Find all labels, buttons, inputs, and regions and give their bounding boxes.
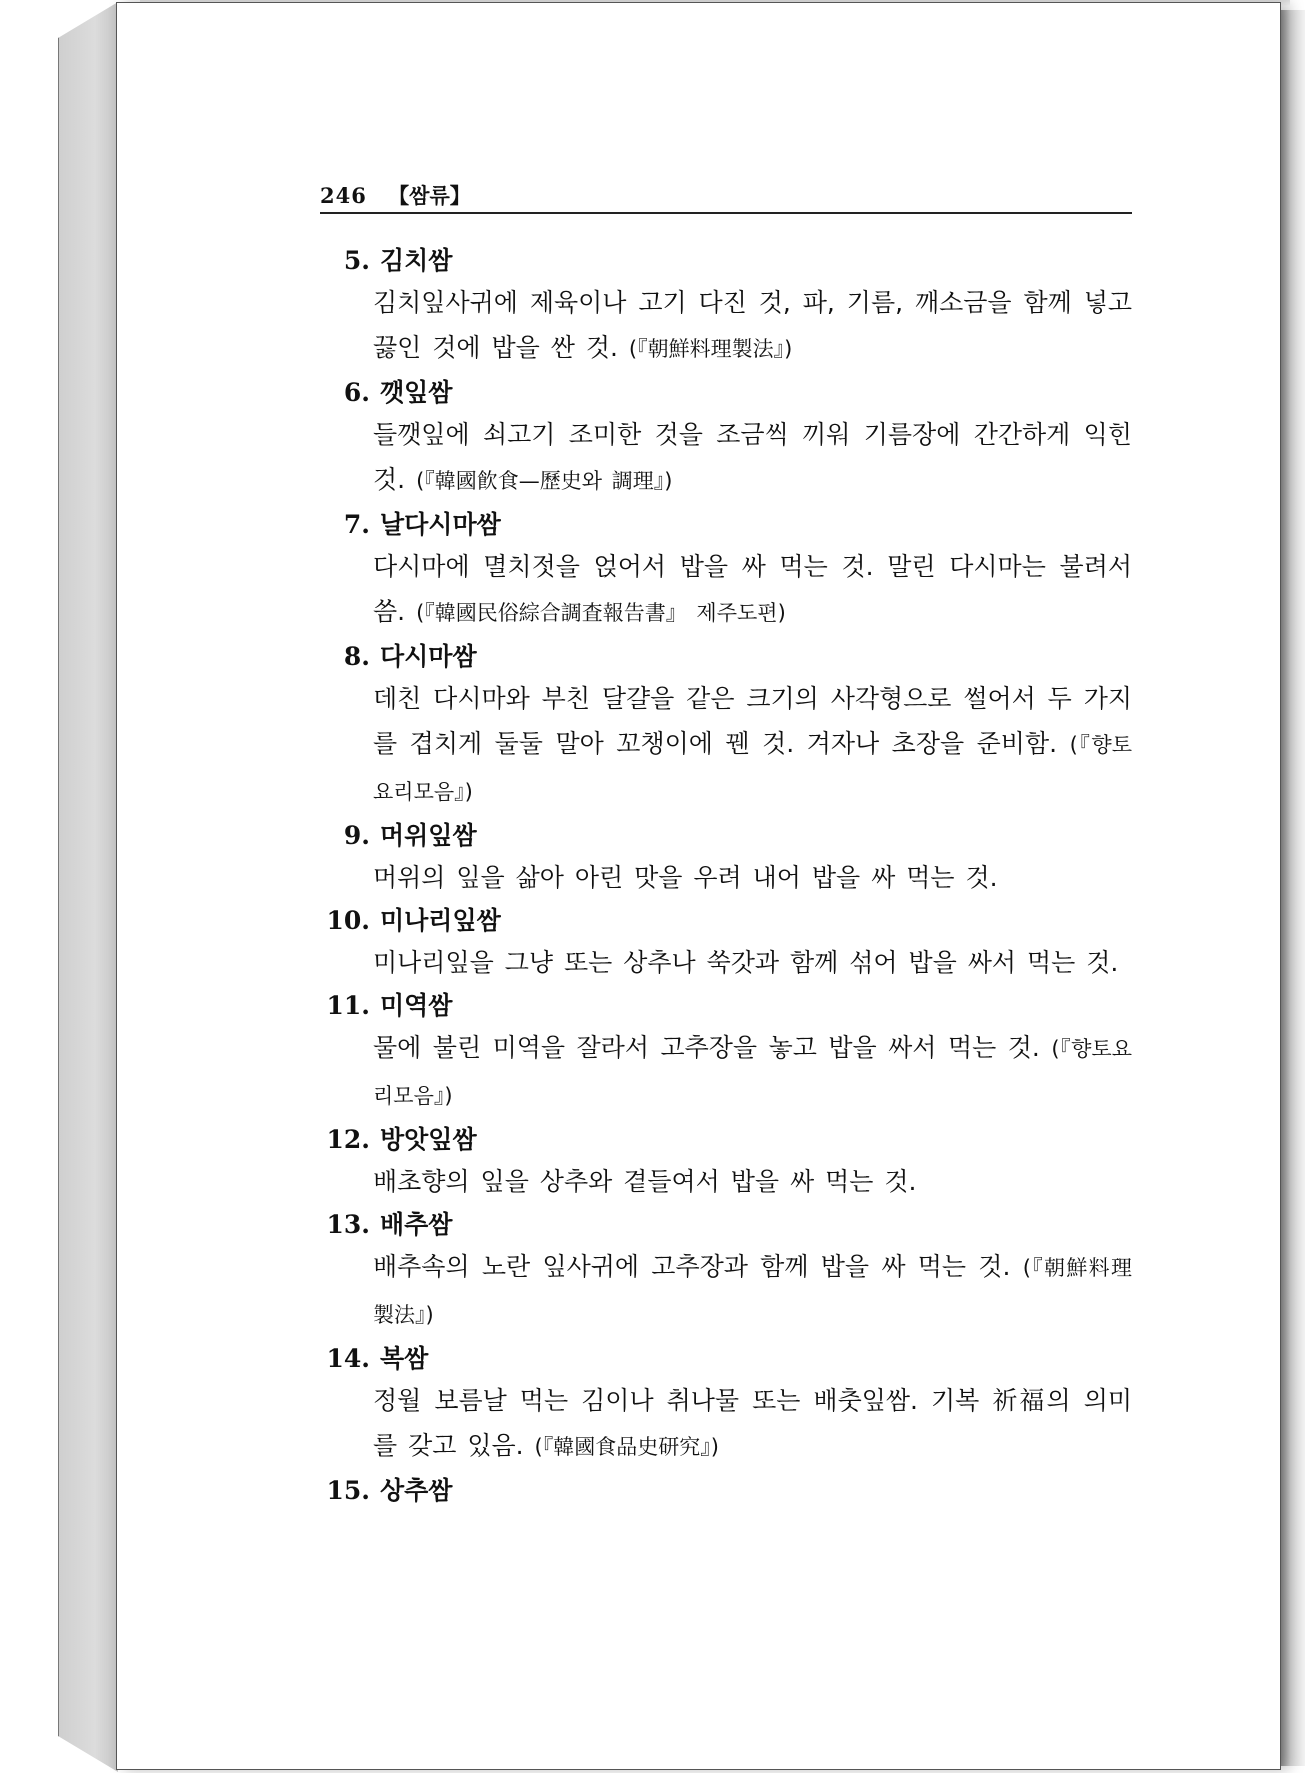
entry-heading	[320, 1472, 1132, 1510]
entry-heading	[320, 987, 1132, 1025]
entry-description	[373, 1244, 1132, 1338]
entry-source: (『韓國民俗綜合調査報告書』 제주도편)	[416, 601, 786, 625]
entry-text: 정월 보름날 먹는 김이나 취나물 또는 배춧잎쌈. 기복 祈福의 의미를 갖고 있음.	[373, 1386, 1132, 1460]
book-spine-side	[58, 2, 119, 1772]
entry-description	[373, 280, 1132, 372]
list-item	[320, 1340, 1132, 1470]
entry-title: 배추쌈	[380, 1210, 453, 1239]
entry-source: (『韓國飮食—歷史와 調理』)	[416, 469, 673, 493]
entry-title: 미나리잎쌈	[380, 906, 501, 935]
list-item	[320, 1472, 1132, 1510]
entry-number: 11.	[326, 991, 370, 1020]
entry-title: 미역쌈	[380, 991, 453, 1020]
entry-description	[373, 412, 1132, 504]
entry-source: (『향토요리모음』)	[373, 1037, 1132, 1108]
entry-heading	[320, 1340, 1132, 1378]
entry-description	[373, 855, 1132, 900]
entry-text: 머위의 잎을 삶아 아린 맛을 우려 내어 밥을 싸 먹는 것.	[373, 863, 998, 892]
entry-description	[373, 544, 1132, 636]
entry-title: 날다시마쌈	[380, 510, 501, 539]
entry-description	[373, 676, 1132, 815]
entry-source: (『朝鮮料理製法』)	[628, 337, 793, 361]
entry-title: 김치쌈	[380, 246, 453, 275]
entry-text: 들깻잎에 쇠고기 조미한 것을 조금씩 끼워 기름장에 간간하게 익힌 것.	[373, 420, 1132, 494]
entry-heading	[320, 374, 1132, 412]
entry-number: 6.	[343, 378, 370, 407]
entry-description	[373, 1025, 1132, 1119]
section-title: 【쌈류】	[388, 183, 471, 208]
entry-list	[320, 242, 1132, 1512]
list-item	[320, 242, 1132, 372]
entry-number: 9.	[343, 821, 370, 850]
page-stack-edge	[1281, 10, 1305, 1766]
entry-heading	[320, 817, 1132, 855]
entry-title: 방앗잎쌈	[380, 1125, 477, 1154]
entry-text: 물에 불린 미역을 잘라서 고추장을 놓고 밥을 싸서 먹는 것.	[373, 1033, 1040, 1062]
list-item	[320, 1206, 1132, 1338]
entry-title: 머위잎쌈	[380, 821, 477, 850]
entry-number: 5.	[343, 246, 370, 275]
entry-number: 14.	[326, 1344, 370, 1373]
entry-number: 8.	[343, 642, 370, 671]
entry-description	[373, 1159, 1132, 1204]
entry-text: 다시마에 멸치젓을 얹어서 밥을 싸 먹는 것. 말린 다시마는 불려서 씀.	[373, 552, 1132, 626]
page-number: 246	[320, 183, 367, 208]
entry-title: 복쌈	[380, 1344, 429, 1373]
list-item	[320, 1121, 1132, 1204]
entry-description	[373, 940, 1132, 985]
entry-heading	[320, 506, 1132, 544]
entry-number: 13.	[326, 1210, 370, 1239]
list-item	[320, 374, 1132, 504]
entry-title: 다시마쌈	[380, 642, 477, 671]
entry-text: 배추속의 노란 잎사귀에 고추장과 함께 밥을 싸 먹는 것.	[373, 1252, 1011, 1281]
entry-text: 김치잎사귀에 제육이나 고기 다진 것, 파, 기름, 깨소금을 함께 넣고 끓인 것에 밥을 싼 것.	[373, 288, 1132, 362]
list-item	[320, 817, 1132, 900]
entry-description	[373, 1378, 1132, 1470]
entry-heading	[320, 1121, 1132, 1159]
entry-title: 상추쌈	[380, 1476, 453, 1505]
list-item	[320, 987, 1132, 1119]
entry-number: 10.	[326, 906, 370, 935]
entry-number: 15.	[326, 1476, 370, 1505]
list-item	[320, 506, 1132, 636]
list-item	[320, 638, 1132, 815]
entry-number: 7.	[343, 510, 370, 539]
running-header	[320, 180, 1132, 214]
list-item	[320, 902, 1132, 985]
entry-text: 배초향의 잎을 상추와 곁들여서 밥을 싸 먹는 것.	[373, 1167, 917, 1196]
entry-title: 깻잎쌈	[380, 378, 453, 407]
entry-heading	[320, 242, 1132, 280]
entry-heading	[320, 638, 1132, 676]
entry-source: (『향토요리모음』)	[373, 733, 1132, 804]
entry-number: 12.	[326, 1125, 370, 1154]
entry-heading	[320, 902, 1132, 940]
entry-heading	[320, 1206, 1132, 1244]
entry-source: (『韓國食品史研究』)	[534, 1435, 719, 1459]
entry-text: 데친 다시마와 부친 달걀을 같은 크기의 사각형으로 썰어서 두 가지를 겹치게 둘둘 말아 꼬챙이에 꿴 것. 겨자나 초장을 준비함.	[373, 684, 1132, 758]
entry-source: (『朝鮮料理製法』)	[373, 1256, 1132, 1327]
entry-text: 미나리잎을 그냥 또는 상추나 쑥갓과 함께 섞어 밥을 싸서 먹는 것.	[373, 948, 1119, 977]
